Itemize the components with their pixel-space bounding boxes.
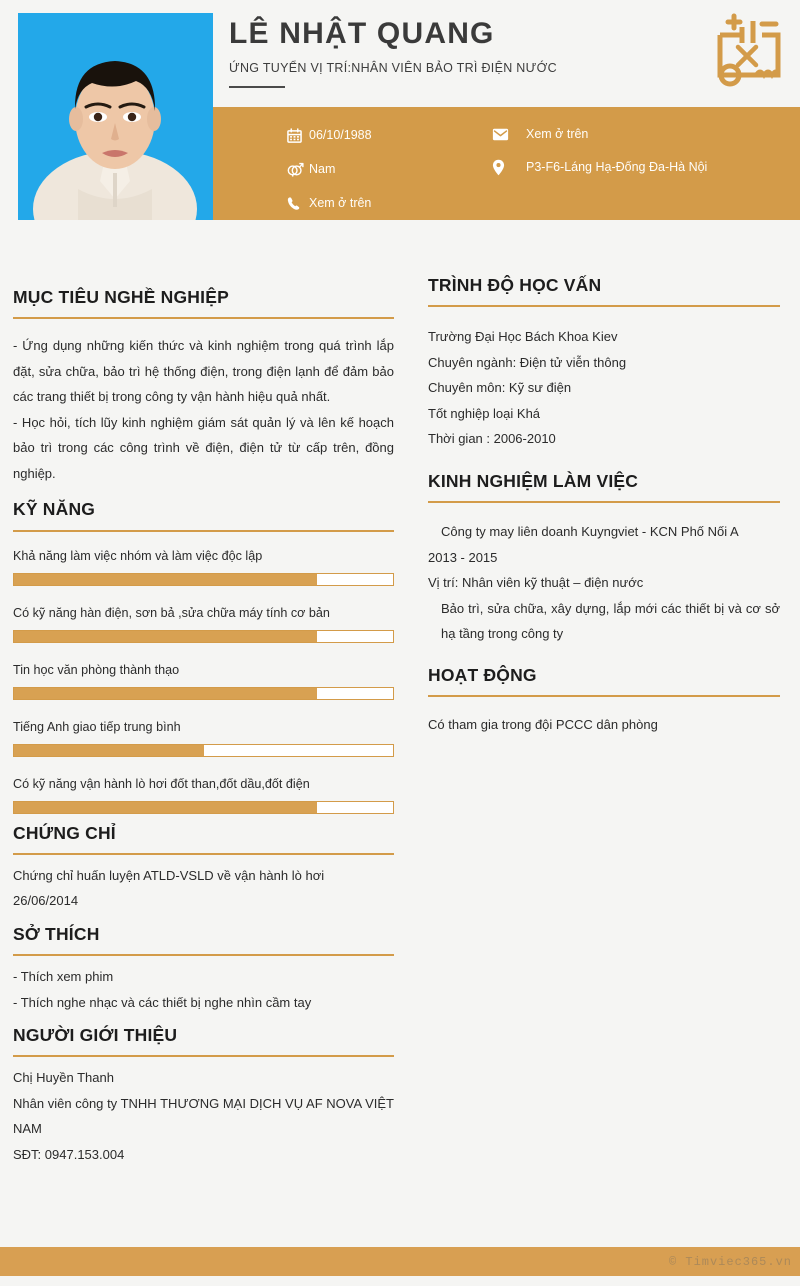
education-school: Trường Đại Học Bách Khoa Kiev [428,329,618,345]
skill-progress-fill [14,574,317,585]
certificate-name: Chứng chỉ huấn luyện ATLD-VSLD về vận hành lò hơi [13,867,325,883]
certificate-date: 26/06/2014 [13,893,79,909]
section-career-objective [13,288,394,486]
avatar [18,13,213,220]
education-grade: Tốt nghiệp loại Khá [428,405,541,421]
page-title: LÊ NHẬT QUANG [229,17,495,50]
contact-birthdate [287,126,372,144]
skill-progress-bar [13,801,394,814]
phone-icon [287,194,309,212]
subtitle-divider [229,86,285,88]
skill-label: Có kỹ năng hàn điện, sơn bả ,sửa chữa máy tính cơ bản [13,605,330,620]
hobby-item: - Thích nghe nhạc và các thiết bị nghe nhìn cầm tay [13,994,312,1010]
skill-label: Tiếng Anh giao tiếp trung bình [13,719,181,734]
calendar-icon [287,126,309,144]
contact-address-label: P3-F6-Láng Hạ-Đống Đa-Hà Nội [526,160,708,174]
section-title-hobbies: SỞ THÍCH [13,923,100,944]
section-title-career-objective: MỤC TIÊU NGHỀ NGHIỆP [13,287,229,307]
hobby-item: - Thích xem phim [13,969,114,984]
reference-name: Chị Huyền Thanh [13,1070,114,1086]
right-column [428,276,780,737]
applied-position: ỨNG TUYỂN VỊ TRÍ:NHÂN VIÊN BẢO TRÌ ĐIỆN NƯỚC [229,61,557,75]
reference-company: Nhân viên công ty TNHH THƯƠNG MẠI DỊCH VỤ AF NOVA VIỆT NAM [13,1095,394,1137]
location-pin-icon [492,158,514,176]
education-major: Chuyên ngành: Điện tử viễn thông [428,354,627,370]
section-skills [13,500,394,813]
section-title-skills: KỸ NĂNG [13,499,96,520]
electrical-plumbing-maintenance-icon [706,13,792,91]
skill-progress-fill [14,688,317,699]
envelope-icon [492,125,514,143]
gender-icon [287,160,309,178]
section-title-reference: NGƯỜI GIỚI THIỆU [13,1025,178,1045]
section-hobbies [13,925,394,1015]
skill-progress-bar [13,687,394,700]
skill-progress-bar [13,630,394,643]
section-title-experience: KINH NGHIỆM LÀM VIỆC [428,470,639,491]
objective-paragraph-2: - Học hỏi, tích lũy kinh nghiệm giám sát quản lý và lên kế hoạch bảo trì trong các công trình về điện, điện tử từ cấp trên, đồng nghiệp. [13,414,394,481]
section-reference [13,1026,394,1167]
experience-duties: Bảo trì, sửa chữa, xây dựng, lắp mới các thiết bị và cơ sở hạ tầng trong công ty [441,600,780,641]
contact-email [492,125,588,143]
skill-progress-fill [14,745,204,756]
watermark: © Timviec365.vn [668,1255,792,1269]
contact-phone [287,194,371,212]
skill-progress-fill [14,802,317,813]
section-experience [428,472,780,647]
footer-band [0,1247,800,1276]
skill-label: Tin học văn phòng thành thạo [13,662,180,677]
skill-item [13,773,394,814]
objective-paragraph-1: - Ứng dụng những kiến thức và kinh nghiệm trong quá trình lắp đặt, sửa chữa, bảo trì hệ thống điện, trong điện lạnh để đảm bảo các trang thiết bị trong công ty vận hành hiệu quả nhất. [13,338,394,405]
activity-item: Có tham gia trong đội PCCC dân phòng [428,716,658,732]
contact-gender-label: Nam [309,162,336,176]
skill-progress-bar [13,744,394,757]
contact-address [492,158,707,176]
skill-item [13,545,394,586]
contact-birthdate-label: 06/10/1988 [309,128,372,142]
section-title-education: TRÌNH ĐỘ HỌC VẤN [428,275,602,295]
cv-header [0,0,800,225]
skill-item [13,602,394,643]
skill-label: Có kỹ năng vận hành lò hơi đốt than,đốt dầu,đốt điện [13,776,310,791]
section-education [428,276,780,452]
skill-label: Khả năng làm việc nhóm và làm việc độc lập [13,548,263,563]
contact-gender [287,160,335,178]
section-title-activities: HOẠT ĐỘNG [428,664,537,685]
left-column [13,288,394,1167]
education-period: Thời gian : 2006-2010 [428,431,556,447]
section-certificates [13,824,394,914]
section-activities [428,666,780,738]
section-title-certificates: CHỨNG CHỈ [13,822,116,843]
contact-email-label: Xem ở trên [526,127,589,141]
skill-progress-fill [14,631,317,642]
reference-phone: SĐT: 0947.153.004 [13,1146,125,1162]
contact-phone-label: Xem ở trên [309,196,372,210]
skill-progress-bar [13,573,394,586]
skill-item [13,659,394,700]
header-title-area [213,0,800,107]
education-specialty: Chuyên môn: Kỹ sư điện [428,380,572,396]
experience-position: Vị trí: Nhân viên kỹ thuật – điện nước [428,575,644,590]
experience-company: Công ty may liên doanh Kuyngviet - KCN Phố Nối A [441,524,739,539]
skill-item [13,716,394,757]
experience-period: 2013 - 2015 [428,549,498,565]
